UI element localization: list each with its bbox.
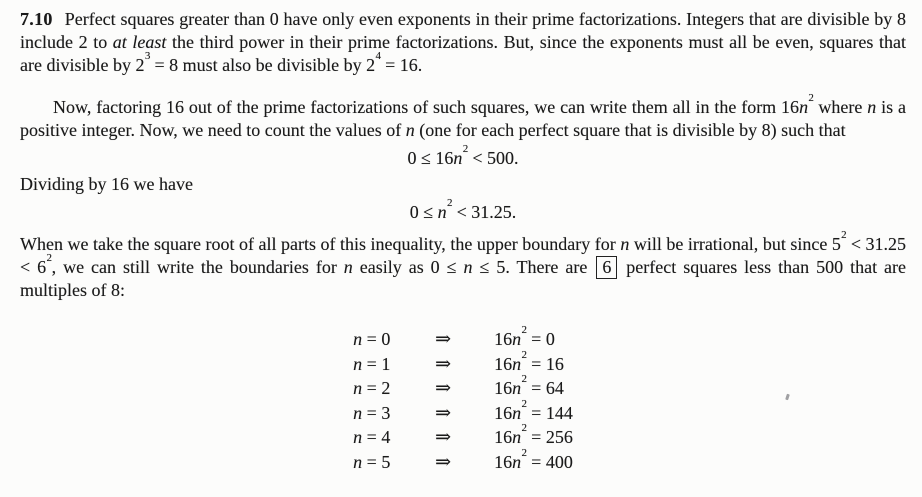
equals-sign: =: [526, 451, 546, 472]
paragraph3-text: perfect squares less than 500 that are multiples of 8:: [20, 257, 907, 300]
implies-arrow-icon: ⇒: [435, 353, 452, 375]
var-n: n: [453, 148, 463, 168]
exponent-4: 4: [375, 50, 381, 63]
equals-sign: =: [362, 353, 382, 374]
paragraph2-text: Now, factoring 16 out of the prime factorizations of such squares, we can write them all in the form 16: [53, 97, 800, 117]
problem-number: 7.10: [20, 9, 53, 29]
result-cell: [494, 422, 573, 450]
exponent-2: 2: [521, 446, 527, 459]
equation2-right: < 31.25.: [452, 202, 517, 222]
var-n: n: [353, 353, 363, 374]
coefficient: 16: [494, 427, 513, 447]
display-equation-16n2-bound: [20, 145, 906, 171]
table-row: [353, 446, 573, 475]
var-n: n: [353, 378, 363, 398]
display-equation-n2-bound: [20, 199, 906, 225]
paragraph1-text: Perfect squares greater than 0 have only even exponents in their prime factorizations. Integers that are divisible by 8 include 2 to: [20, 9, 906, 52]
coefficient: 16: [494, 451, 513, 472]
exponent-2: 2: [521, 422, 527, 435]
equals-sign: =: [362, 402, 382, 423]
paragraph3-text: will be irrational, but since 5: [629, 234, 841, 254]
implies-arrow-icon: ⇒: [435, 402, 452, 424]
n-value-cell: [353, 376, 435, 401]
coefficient: 16: [494, 353, 513, 374]
exponent-2: 2: [521, 397, 527, 410]
n-value: 1: [381, 353, 391, 374]
exponent-2: 2: [808, 92, 814, 105]
var-n: n: [353, 427, 363, 447]
var-n: n: [353, 402, 363, 423]
table-row: [353, 348, 573, 377]
table-row: [353, 422, 573, 450]
equals-sign: =: [362, 329, 382, 349]
paragraph3-text: < 31.25 < 6: [20, 234, 906, 277]
equals-sign: =: [526, 353, 546, 374]
scan-speck-artifact: [785, 394, 790, 401]
paragraph3-text: , we can still write the boundaries for: [51, 257, 344, 277]
implies-arrow-icon: ⇒: [435, 451, 452, 473]
n-value: 5: [381, 451, 391, 472]
exponent-2: 2: [462, 143, 469, 156]
emphasis-at-least: at least: [112, 32, 167, 52]
values-table: [353, 324, 573, 474]
paragraph3-text: easily as 0 ≤: [352, 257, 464, 277]
equals-sign: =: [362, 451, 382, 472]
paragraph1-text: = 16.: [380, 55, 423, 75]
paragraph1-text: the third power in their prime factorizations. But, since the exponents must all be even, squares that are divisible by 2: [20, 32, 906, 75]
equals-sign: =: [362, 427, 382, 447]
implies-arrow-icon: ⇒: [435, 378, 452, 399]
var-n: n: [353, 451, 363, 472]
equation1-left: 0 ≤ 16: [407, 148, 454, 168]
exponent-2: 2: [446, 197, 453, 210]
equals-sign: =: [526, 378, 546, 398]
n-value-cell: [353, 352, 435, 377]
n-value: 3: [381, 402, 391, 423]
paragraph3-text: ≤ 5. There are: [472, 257, 595, 277]
var-n: n: [512, 329, 522, 349]
var-n: n: [405, 120, 415, 140]
n-value: 2: [381, 378, 391, 398]
exponent-2: 2: [521, 348, 527, 361]
paragraph-prime-factorization: [20, 8, 906, 77]
var-n: n: [512, 378, 522, 398]
var-n: n: [437, 202, 447, 222]
paragraph2-text: where: [813, 97, 868, 117]
coefficient: 16: [494, 402, 513, 423]
result-cell: [494, 446, 573, 475]
paragraph-square-root-conclusion: [20, 229, 907, 302]
table-row: [353, 397, 573, 426]
equals-sign: =: [362, 378, 382, 398]
result-cell: [494, 397, 573, 426]
paragraph3-text: When we take the square root of all parts of this inequality, the upper boundary for: [20, 234, 621, 254]
equals-sign: =: [526, 427, 546, 447]
var-n: n: [512, 353, 522, 374]
var-n: n: [463, 257, 473, 277]
result-value: 400: [545, 451, 573, 472]
boxed-answer: 6: [596, 256, 617, 279]
table-row: [353, 373, 573, 401]
paragraph1-text: = 8 must also be divisible by 2: [149, 55, 376, 75]
var-n: n: [512, 427, 522, 447]
table-row: [353, 324, 573, 352]
exponent-3: 3: [144, 50, 151, 63]
n-value: 0: [381, 329, 391, 349]
var-n: n: [512, 402, 522, 423]
exponent-2: 2: [841, 229, 847, 242]
var-n: n: [620, 234, 630, 254]
result-cell: [494, 324, 555, 352]
paragraph2-text: (one for each perfect square that is divisible by 8) such that: [414, 120, 846, 140]
var-n: n: [799, 97, 809, 117]
result-cell: [494, 348, 564, 377]
paragraph2-text: is a positive integer. Now, we need to count the values of: [20, 97, 906, 140]
interline-dividing-by-16: Dividing by 16 we have: [20, 174, 193, 194]
result-value: 0: [545, 329, 555, 349]
n-value-cell: [353, 425, 435, 450]
equation2-left: 0 ≤: [409, 202, 438, 222]
exponent-2: 2: [521, 324, 527, 337]
result-value: 64: [545, 378, 564, 398]
n-value-cell: [353, 327, 435, 352]
result-value: 256: [545, 427, 573, 447]
equals-sign: =: [526, 329, 546, 349]
coefficient: 16: [494, 378, 513, 398]
result-cell: [494, 373, 564, 401]
n-value-cell: [353, 401, 435, 426]
equals-sign: =: [526, 402, 546, 423]
result-value: 16: [545, 353, 564, 374]
n-value: 4: [381, 427, 391, 447]
var-n: n: [867, 97, 877, 117]
equation1-right: < 500.: [467, 148, 519, 168]
var-n: n: [512, 451, 522, 472]
exponent-2: 2: [521, 373, 527, 386]
implies-arrow-icon: ⇒: [435, 427, 452, 448]
result-value: 144: [545, 402, 573, 423]
implies-arrow-icon: ⇒: [435, 329, 452, 350]
var-n: n: [343, 257, 353, 277]
var-n: n: [353, 329, 363, 349]
exponent-2: 2: [46, 252, 52, 265]
paragraph-factoring-16: [20, 92, 906, 142]
coefficient: 16: [494, 329, 513, 349]
n-value-cell: [353, 450, 435, 475]
